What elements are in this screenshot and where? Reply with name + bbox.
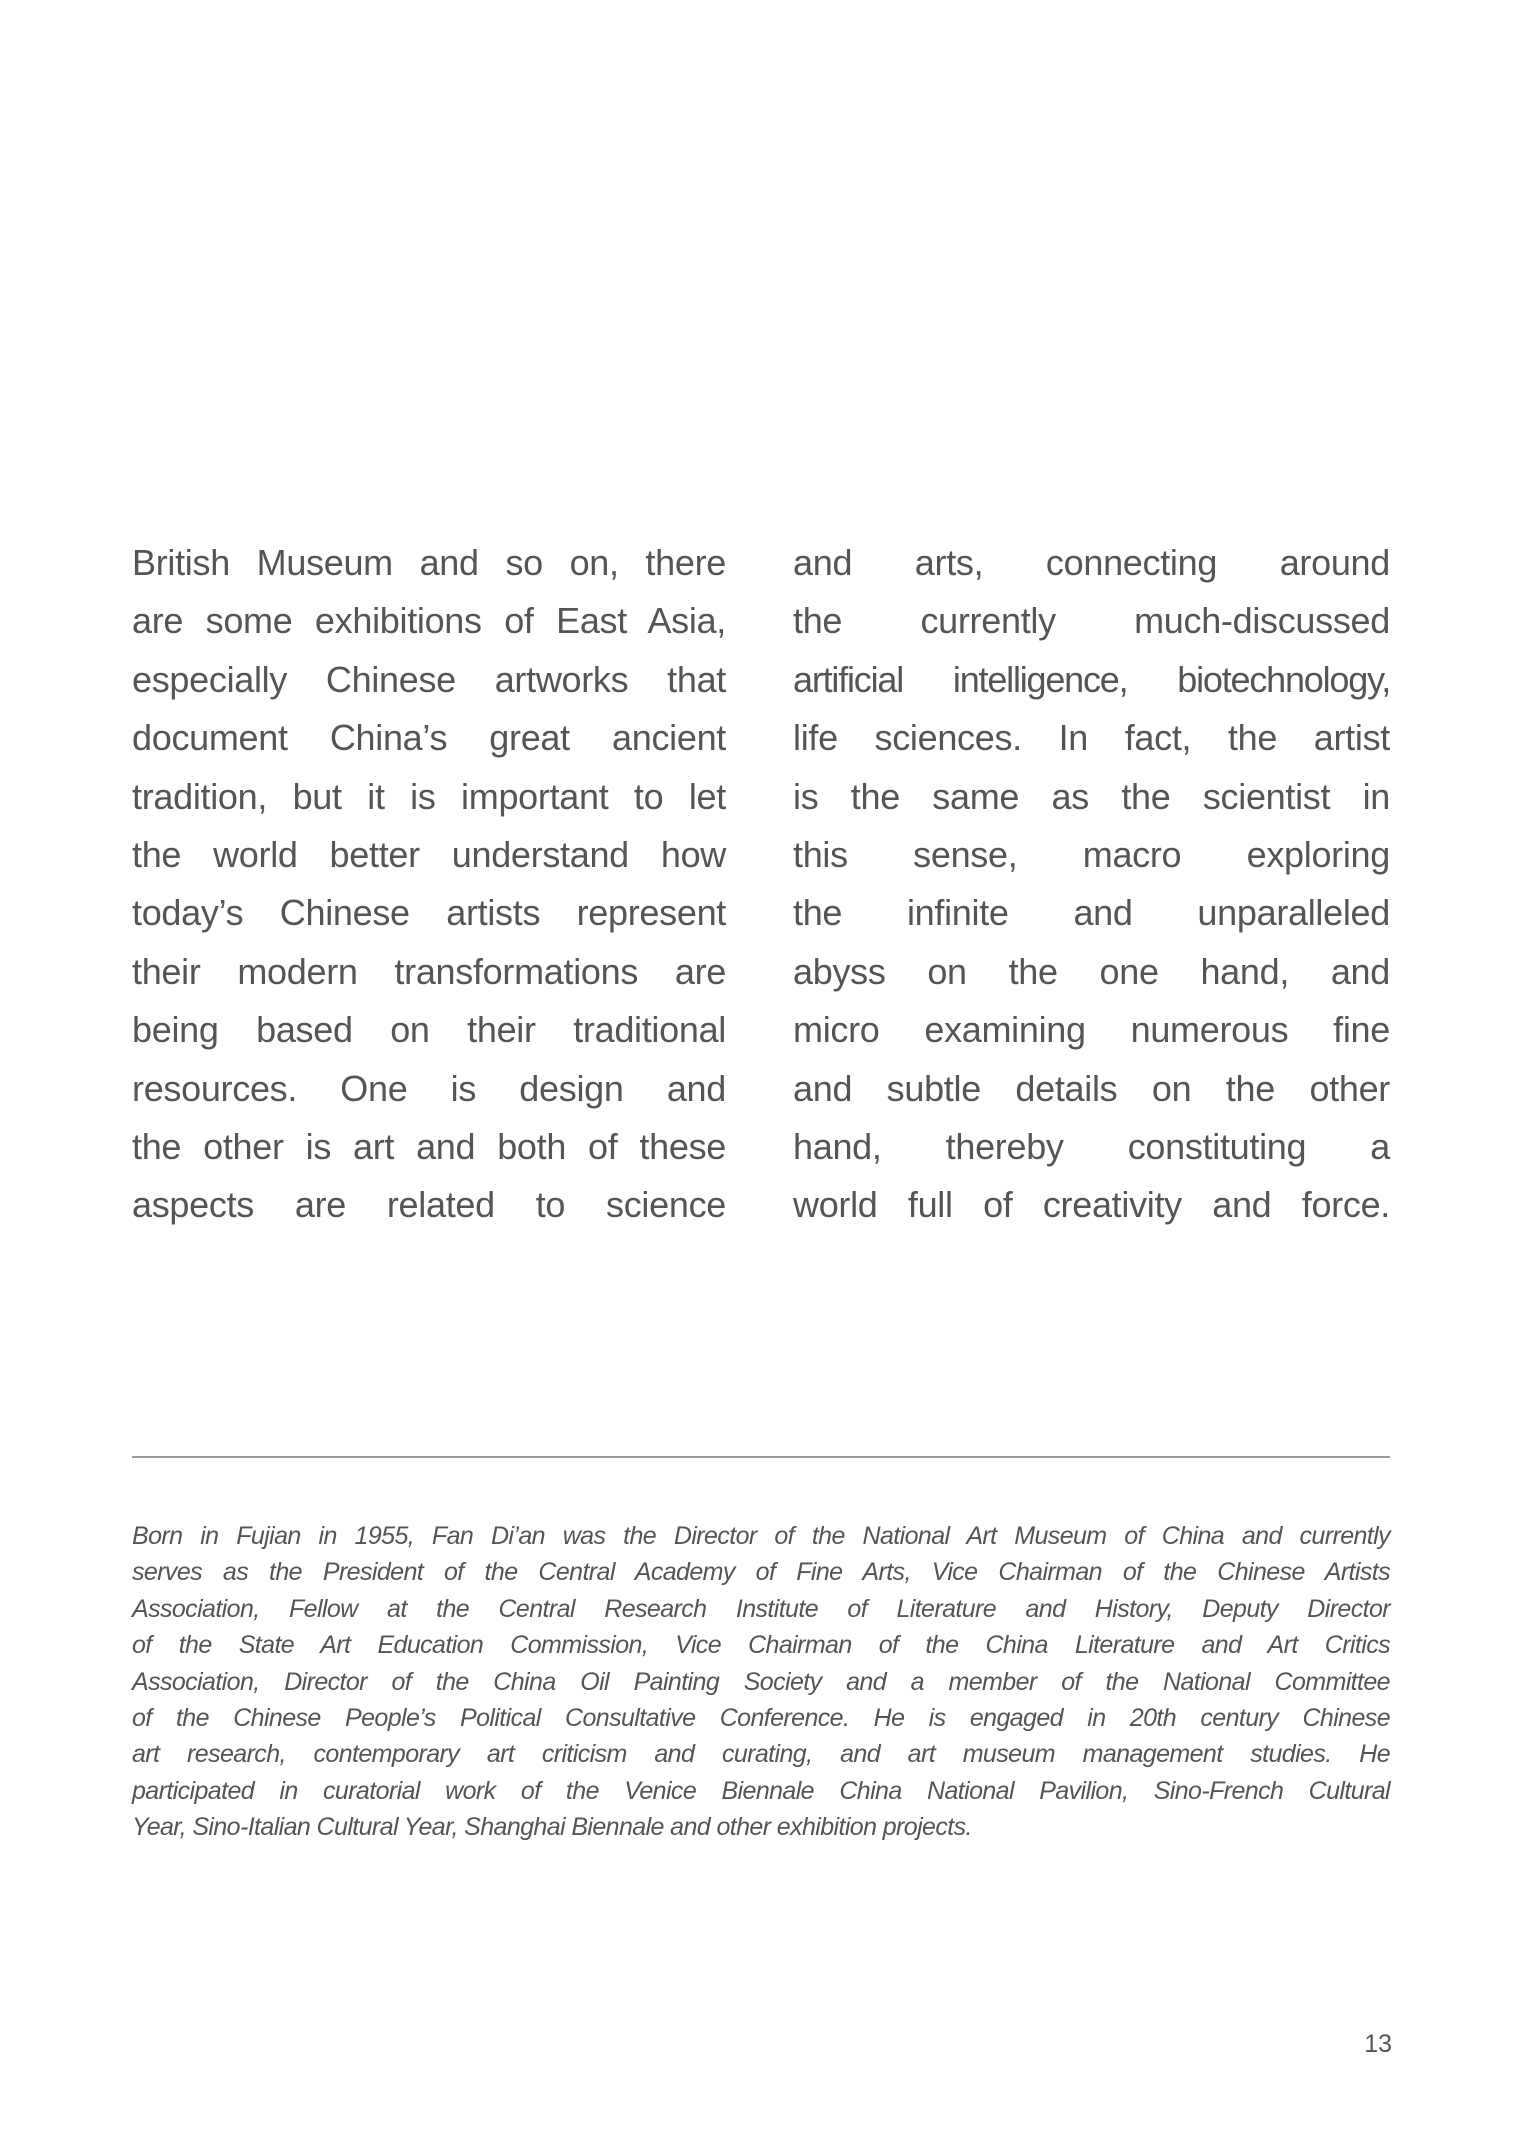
text-line: and arts, connecting around [793, 542, 1390, 583]
footnote-line: serves as the President of the Central Academy of Fine Arts, Vice Chairman of the Chinese Artists [132, 1558, 1390, 1587]
text-line: are some exhibitions of East Asia, [132, 600, 726, 642]
text-line: abyss on the one hand, and [793, 950, 1390, 992]
text-line: the world better understand how [132, 833, 726, 875]
footnote-line: participated in curatorial work of the Venice Biennale China National Pavilion, Sino-French Cultural [132, 1776, 1390, 1805]
text-line: their modern transformations are [132, 950, 726, 992]
footnote-divider [132, 1456, 1390, 1458]
text-line: resources. One is design and [132, 1067, 726, 1109]
text-line: the currently much-discussed [793, 600, 1390, 642]
text-line: today’s Chinese artists represent [132, 892, 726, 934]
footnote-line: Year, Sino-Italian Cultural Year, Shanghai Biennale and other exhibition projects. [132, 1813, 972, 1842]
author-bio-footnote [132, 1518, 1390, 1846]
footnote-line: art research, contemporary art criticism and curating, and art museum management studies. He [132, 1740, 1390, 1769]
text-line: and subtle details on the other [793, 1067, 1390, 1109]
text-line: world full of creativity and force. [793, 1184, 1390, 1226]
text-line: artificial intelligence, biotechnology, [793, 658, 1390, 700]
text-line: is the same as the scientist in [793, 775, 1390, 817]
text-line: this sense, macro exploring [793, 833, 1390, 875]
footnote-line: of the Chinese People’s Political Consultative Conference. He is engaged in 20th century Chinese [132, 1703, 1390, 1732]
text-line: aspects are related to science [132, 1184, 726, 1226]
page-number: 13 [1364, 2030, 1392, 2058]
footnote-line: Association, Fellow at the Central Research Institute of Literature and History, Deputy Director [132, 1594, 1390, 1623]
text-line: the infinite and unparalleled [793, 892, 1390, 934]
text-line: document China’s great ancient [132, 717, 726, 759]
text-line: especially Chinese artworks that [132, 658, 726, 700]
footnote-line: of the State Art Education Commission, Vice Chairman of the China Literature and Art Critics [132, 1631, 1390, 1660]
text-line: being based on their traditional [132, 1009, 726, 1051]
body-text-right-column [793, 534, 1390, 1235]
footnote-line: Association, Director of the China Oil Painting Society and a member of the National Committee [132, 1667, 1390, 1696]
text-line: hand, thereby constituting a [793, 1125, 1390, 1167]
footnote-line: Born in Fujian in 1955, Fan Di’an was the Director of the National Art Museum of China and currently [132, 1522, 1390, 1550]
body-text-left-column [132, 534, 726, 1235]
text-line: life sciences. In fact, the artist [793, 717, 1390, 759]
text-line: the other is art and both of these [132, 1125, 726, 1167]
text-line: tradition, but it is important to let [132, 775, 726, 817]
text-line: British Museum and so on, there [132, 542, 726, 583]
text-line: micro examining numerous fine [793, 1009, 1390, 1051]
